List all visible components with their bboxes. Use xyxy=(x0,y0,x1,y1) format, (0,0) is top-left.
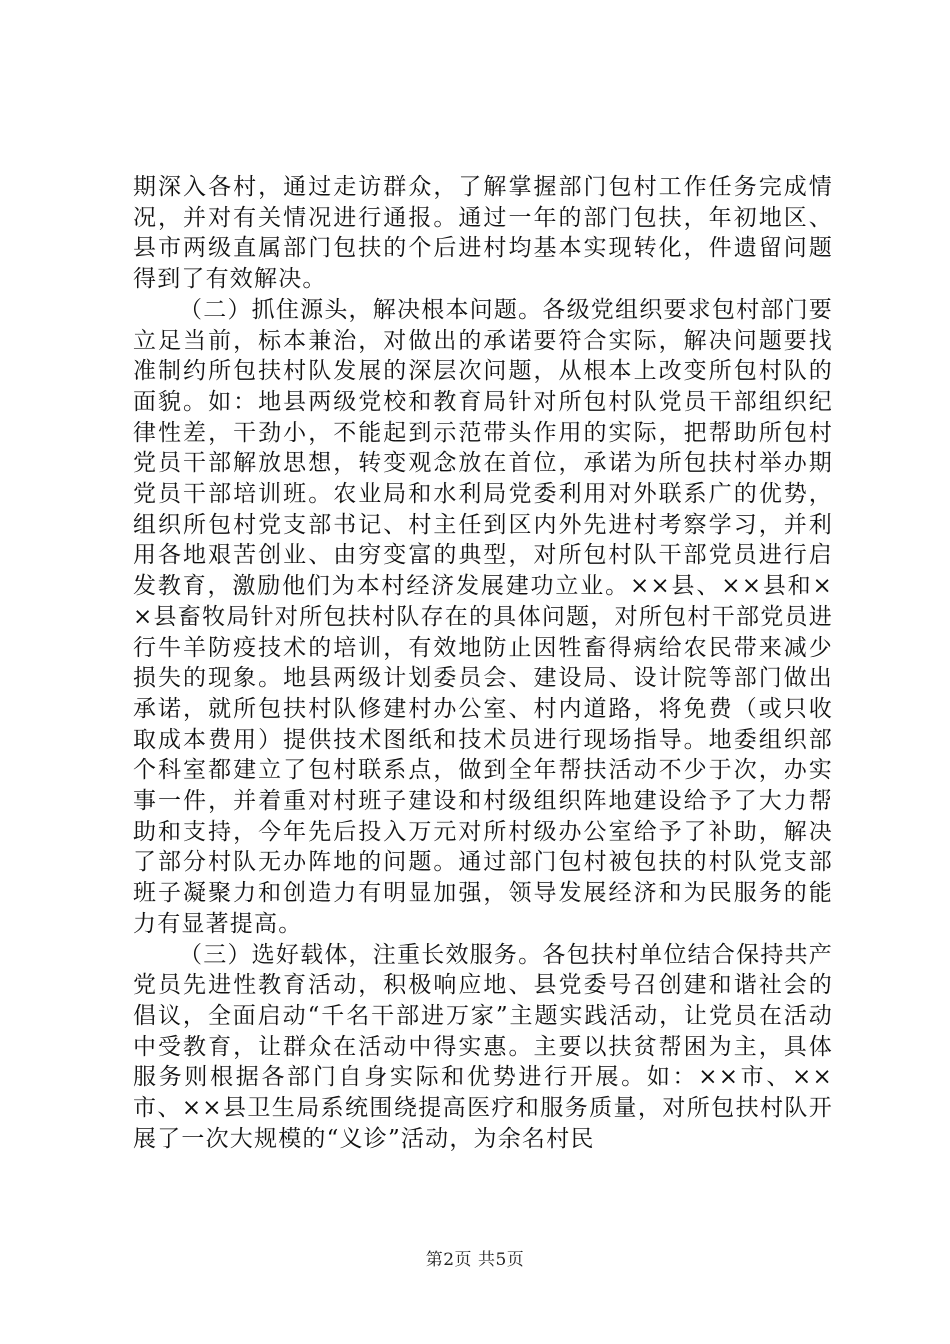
paragraph-continuation: 期深入各村，通过走访群众，了解掌握部门包村工作任务完成情况，并对有关情况进行通报。通过一年的部门包扶，年初地区、县市两级直属部门包扶的个后进村均基本实现转化，件遗留问题得到了有效解决。 xyxy=(133,174,833,293)
paragraph-section-two: （二）抓住源头，解决根本问题。各级党组织要求包村部门要立足当前，标本兼治，对做出的承诺要符合实际，解决问题要找准制约所包扶村队发展的深层次问题，从根本上改变所包村队的面貌。如：地县两级党校和教育局针对所包村队党员干部组织纪律性差，干劲小，不能起到示范带头作用的实际，把帮助所包村党员干部解放思想，转变观念放在首位，承诺为所包扶村举办期党员干部培训班。农业局和水利局党委利用对外联系广的优势，组织所包村党支部书记、村主任到区内外先进村考察学习，并利用各地艰苦创业、由穷变富的典型，对所包村队干部党员进行启发教育，激励他们为本村经济发展建功立业。××县、××县和××县畜牧局针对所包扶村队存在的具体问题，对所包村干部党员进行牛羊防疫技术的培训，有效地防止因牲畜得病给农民带来减少损失的现象。地县两级计划委员会、建设局、设计院等部门做出承诺，就所包扶村队修建村办公室、村内道路，将免费（或只收取成本费用）提供技术图纸和技术员进行现场指导。地委组织部个科室都建立了包村联系点，做到全年帮扶活动不少于次，办实事一件，并着重对村班子建设和村级组织阵地建设给予了大力帮助和支持，今年先后投入万元对所村级办公室给予了补助，解决了部分村队无办阵地的问题。通过部门包村被包扶的村队党支部班子凝聚力和创造力有明显加强，领导发展经济和为民服务的能力有显著提高。 xyxy=(133,296,833,937)
document-body xyxy=(133,172,833,1155)
paragraph-section-three: （三）选好载体，注重长效服务。各包扶村单位结合保持共产党员先进性教育活动，积极响应地、县党委号召创建和谐社会的倡议，全面启动“千名干部进万家”主题实践活动，让党员在活动中受教育，让群众在活动中得实惠。主要以扶贫帮困为主，具体服务则根据各部门自身实际和优势进行开展。如：××市、××市、××县卫生局系统围绕提高医疗和服务质量，对所包扶村队开展了一次大规模的“义诊”活动，为余名村民 xyxy=(133,941,833,1152)
page-number-footer: 第2页 共5页 xyxy=(425,1250,525,1270)
